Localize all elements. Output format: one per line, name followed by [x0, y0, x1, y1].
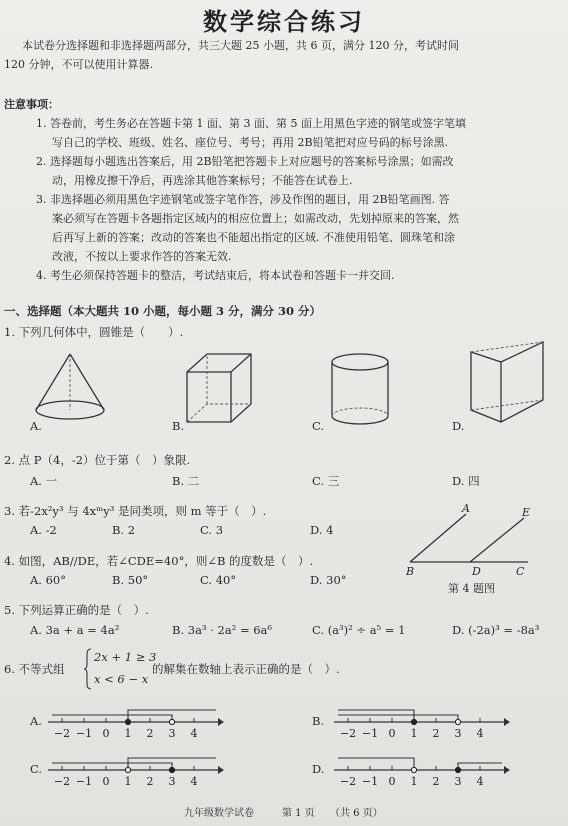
q4-option: A. 60°	[30, 573, 66, 587]
question-5-stem: 5. 下列运算正确的是（ ）.	[4, 603, 149, 617]
q5-option: C. (a³)² ÷ a⁵ = 1	[312, 623, 406, 637]
notes-heading: 注意事项：	[4, 98, 59, 111]
q2-option: D. 四	[452, 474, 480, 488]
tick-label: 4	[190, 727, 198, 740]
q3-option: D. 4	[310, 523, 334, 537]
point-b-label: B	[406, 565, 415, 578]
section-heading: 一、选择题（本大题共 10 小题，每小题 3 分，满分 30 分）	[4, 304, 322, 318]
q6-option-a: A.	[30, 714, 42, 728]
number-line-c	[48, 748, 224, 792]
tick-label: −2	[53, 727, 71, 740]
tick-label: −1	[75, 727, 93, 740]
question-4-stem: 4. 如图，AB//DE，若∠CDE=40°，则∠B 的度数是（ ）.	[4, 554, 314, 568]
note-line: 4. 考生必须保持答题卡的整洁，考试结束后，将本试卷和答题卡一并交回.	[36, 269, 395, 282]
note-line: 写自己的学校、班级、姓名、座位号、考号；再用 2B铅笔把对应号码的标号涂黑.	[52, 136, 449, 149]
q4-option: D. 30°	[310, 573, 347, 587]
inequality-1: 2x + 1 ≥ 3	[94, 650, 157, 664]
point-d-label: D	[472, 565, 481, 578]
closed-point	[169, 767, 174, 772]
solution-bracket	[338, 758, 414, 770]
triangular-prism-icon	[467, 338, 547, 424]
closed-point	[455, 767, 460, 772]
q2-option: A. 一	[30, 474, 58, 488]
footer-page: 第 1 页	[282, 808, 315, 819]
tick-label: −1	[361, 775, 379, 788]
solution-bracket	[52, 763, 172, 770]
q4-option: B. 50°	[112, 573, 149, 587]
note-line: 改液，不按以上要求作答的答案无效.	[52, 250, 232, 263]
q3-option: B. 2	[112, 523, 136, 537]
q1-option-d: D.	[452, 419, 465, 433]
question-6-prefix: 6. 不等式组	[4, 662, 65, 676]
open-point	[411, 767, 416, 772]
q4-figure	[404, 510, 534, 572]
number-line-b	[334, 700, 510, 744]
question-2-stem: 2. 点 P（4，-2）位于第（ ）象限.	[4, 453, 191, 467]
closed-point	[125, 719, 130, 724]
axis-arrow	[218, 766, 224, 774]
number-line-a	[48, 700, 224, 744]
q6-option-c: C.	[30, 762, 43, 776]
open-point	[455, 719, 460, 724]
tick-label: 3	[454, 727, 462, 740]
q6-option-b: B.	[312, 714, 325, 728]
point-e-label: E	[522, 506, 531, 519]
solution-bracket	[338, 710, 414, 722]
tick-label: 1	[410, 775, 418, 788]
cylinder-icon	[328, 352, 392, 428]
q4-option: C. 40°	[200, 573, 237, 587]
figure-caption: 第 4 题图	[448, 582, 495, 595]
q1-option-b: B.	[172, 419, 185, 433]
footer-course: 九年级数学试卷	[184, 808, 254, 819]
question-6-suffix: 的解集在数轴上表示正确的是（ ）.	[152, 662, 340, 676]
q1-option-c: C.	[312, 419, 325, 433]
q6-option-d: D.	[312, 762, 325, 776]
footer-total: （共 6 页）	[330, 808, 383, 819]
q2-option: B. 二	[172, 474, 200, 488]
cube-icon	[185, 352, 255, 426]
tick-label: −2	[339, 727, 357, 740]
closed-point	[411, 719, 416, 724]
note-line: 案必须写在答题卡各题指定区域内的相应位置上；如需改动，先划掉原来的答案，然	[52, 212, 459, 225]
tick-label: 0	[102, 727, 110, 740]
note-line: 后再写上新的答案；改动的答案也不能超出指定的区域. 不准使用铅笔、圆珠笔和涂	[52, 231, 455, 244]
tick-label: 2	[146, 727, 154, 740]
open-point	[125, 767, 130, 772]
tick-label: −2	[339, 775, 357, 788]
number-line-d	[334, 748, 510, 792]
tick-label: 0	[388, 727, 396, 740]
solution-bracket	[52, 715, 172, 722]
axis-arrow	[218, 718, 224, 726]
note-line: 动，用橡皮擦干净后，再选涂其他答案标号；不能答在试卷上.	[52, 174, 353, 187]
tick-label: 1	[124, 775, 132, 788]
question-1-stem: 1. 下列几何体中，圆锥是（ ）.	[4, 325, 184, 339]
tick-label: 1	[410, 727, 418, 740]
tick-label: 3	[168, 775, 176, 788]
solution-bracket	[338, 715, 458, 722]
tick-label: 2	[432, 727, 440, 740]
q3-option: C. 3	[200, 523, 224, 537]
tick-label: 2	[432, 775, 440, 788]
q5-option: A. 3a + a = 4a²	[30, 623, 120, 637]
inequality-2: x < 6 − x	[94, 672, 149, 686]
note-line: 2. 选择题每小题选出答案后，用 2B铅笔把答题卡上对应题号的答案标号涂黑；如需改	[36, 155, 454, 168]
q5-option: D. (-2a)³ = -8a³	[452, 623, 540, 637]
open-point	[169, 719, 174, 724]
page-title: 数学综合练习	[203, 7, 365, 36]
q3-option: A. -2	[30, 523, 57, 537]
q1-option-a: A.	[30, 419, 42, 433]
tick-label: 3	[168, 727, 176, 740]
intro-line-1: 本试卷分选择题和非选择题两部分，共三大题 25 小题，共 6 页，满分 120 分，考试时间	[22, 39, 459, 52]
q5-option: B. 3a³ · 2a² = 6a⁶	[172, 623, 273, 637]
tick-label: 0	[102, 775, 110, 788]
tick-label: 4	[190, 775, 198, 788]
q2-option: C. 三	[312, 474, 340, 488]
tick-label: −1	[361, 727, 379, 740]
brace-icon	[84, 648, 92, 690]
tick-label: 4	[476, 775, 484, 788]
tick-label: 1	[124, 727, 132, 740]
tick-label: 4	[476, 727, 484, 740]
question-3-stem: 3. 若-2x²y³ 与 4xᵐy³ 是同类项，则 m 等于（ ）.	[4, 504, 267, 518]
tick-label: −1	[75, 775, 93, 788]
note-line: 1. 答卷前，考生务必在答题卡第 1 面、第 3 面、第 5 面上用黑色字迹的钢笔或签字笔填	[36, 117, 466, 130]
axis-arrow	[504, 718, 510, 726]
tick-label: 2	[146, 775, 154, 788]
axis-arrow	[504, 766, 510, 774]
tick-label: 0	[388, 775, 396, 788]
point-a-label: A	[462, 502, 470, 515]
point-c-label: C	[516, 565, 525, 578]
tick-label: −2	[53, 775, 71, 788]
intro-line-2: 120 分钟，不可以使用计算器.	[4, 58, 153, 71]
tick-label: 3	[454, 775, 462, 788]
note-line: 3. 非选择题必须用黑色字迹钢笔或签字笔作答，涉及作图的题目，用 2B铅笔画图. 答	[36, 193, 450, 206]
